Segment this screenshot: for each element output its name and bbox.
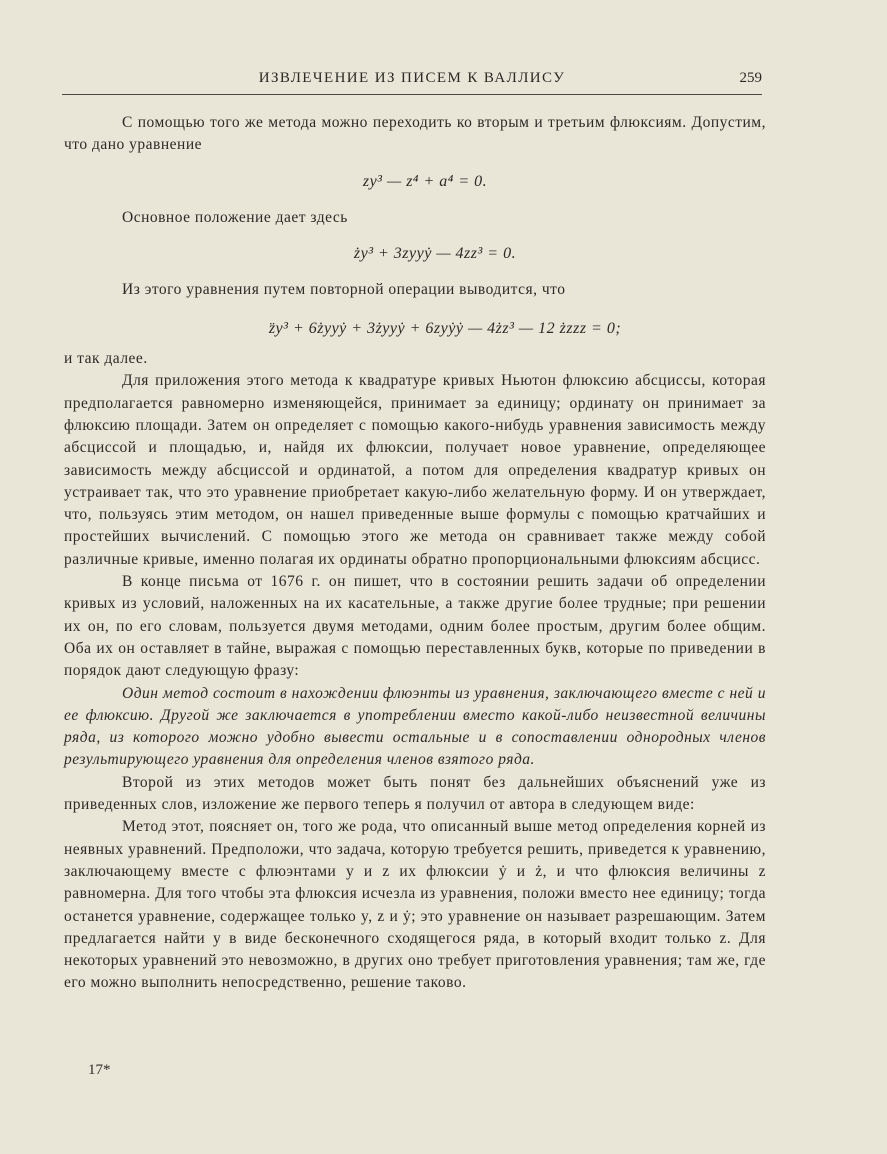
equation-2: żу³ + 3zyyẏ — 4zz³ = 0. <box>353 245 517 263</box>
paragraph-2: Основное положение дает здесь <box>122 208 348 226</box>
paragraph-9: Метод этот, поясняет он, того же рода, что описанный выше метод определения корней из неявных уравнений. Предположи, что задача, которую требуется решить, приведется к уравнению, заключающему вместе с флюэнтами y и z их флюксии ẏ и ż, и что флюксия величины z равномерна. Для того чтобы эта флюксия исчезла из уравнения, положи вместо нее единицу; тогда останется уравнение, содержащее только y, z и ẏ; это уравнение он называет разрешающим. Затем предлагается найти y в виде бесконечного сходящегося ряда, в который входит только z. Для некоторых уравнений это невозможно, в других оно требует приготовления уравнения; там же, где его можно выполнить непосредственно, решение таково. <box>64 818 766 992</box>
paragraph-8: Второй из этих методов может быть понят без дальнейших объяснений уже из приведенных слов, изложение же первого теперь я получил от автора в следующем виде: <box>64 773 766 814</box>
paragraph-6: В конце письма от 1676 г. он пишет, что в состоянии решить задачи об определении кривых из условий, наложенных на их касательные, а также другие более трудные; при решении их он, по его словам, пользуется двумя методами, одним более простым, другим более общим. Оба их он оставляет в тайне, выражая с помощью переставленных букв, которые по приведении в порядок дают следующую фразу: <box>64 573 766 680</box>
paragraph-5: Для приложения этого метода к квадратуре кривых Ньютон флюксию абсциссы, которая предполагается равномерно изменяющейся, принимает за единицу; ординату он принимает за флюксию площади. Затем он определяет с помощью какого-нибудь уравнения зависимость между абсциссой и площадью, и, найдя их флюксии, получает новое уравнение, определяющее зависимость между абсциссой и ординатой, а потом для определения квадратур кривых он устраивает так, что это уравнение приобретает какую-либо желательную форму. И он утверждает, что, пользуясь этим методом, он нашел приведенные выше формулы с помощью кратчайших и простейших вычислений. С помощью этого же метода он сравнивает также между собой различные кривые, именно полагая их ординаты обратно пропорциональными флюксиям абсцисс. <box>64 372 766 568</box>
equation-1: zy³ — z⁴ + a⁴ = 0. <box>362 172 488 190</box>
page-body <box>64 112 766 995</box>
paragraph-1: С помощью того же метода можно переходить ко вторым и третьим флюксиям. Допустим, что дано уравнение <box>64 114 766 154</box>
paragraph-4: и так далее. <box>64 350 148 368</box>
signature-mark: 17* <box>88 1062 111 1078</box>
running-title: ИЗВЛЕЧЕНИЕ ИЗ ПИСЕМ К ВАЛЛИСУ <box>258 70 566 86</box>
page-number: 259 <box>739 70 762 86</box>
equation-3: z̈y³ + 6żyyẏ + 3żyyẏ + 6zyẏẏ — 4żz³ — 12 żzzz = 0; <box>268 319 622 337</box>
paragraph-7-anagram: Один метод состоит в нахождении флюэнты из уравнения, заключающего вместе с ней и ее флюксию. Другой же заключается в употреблении вместо какой-либо неизвестной величины ряда, из которого можно удобно вывести остальные и в сопоставлении однородных членов результирующего уравнения для определения членов взятого ряда. <box>64 684 766 769</box>
page-header <box>62 60 762 95</box>
paragraph-3: Из этого уравнения путем повторной операции выводится, что <box>122 281 566 299</box>
